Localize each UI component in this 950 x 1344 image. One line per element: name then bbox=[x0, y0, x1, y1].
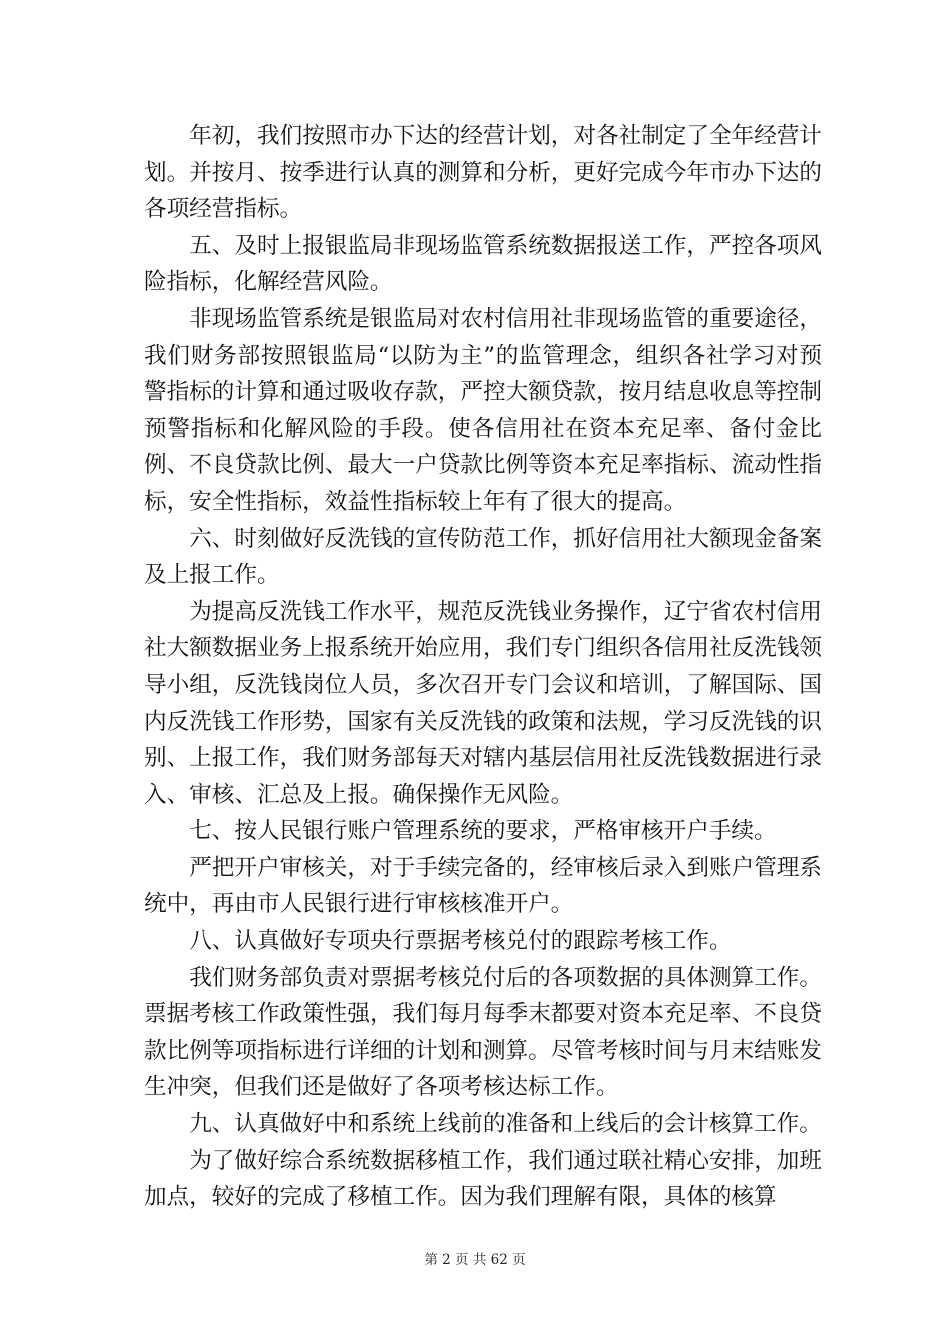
paragraph-data-migration: 为了做好综合系统数据移植工作，我们通过联社精心安排，加班加点，较好的完成了移植工作。因为我们理解有限，具体的核算 bbox=[144, 1147, 822, 1211]
heading-section-9: 九、认真做好中和系统上线前的准备和上线后的会计核算工作。 bbox=[189, 1111, 822, 1138]
paragraph-bill-assessment: 我们财务部负责对票据考核兑付后的各项数据的具体测算工作。票据考核工作政策性强，我们每月每季末都要对资本充足率、不良贷款比例等项指标进行详细的计划和测算。尽管考核时间与月末结账发生冲突，但我们还是做好了各项考核达标工作。 bbox=[144, 964, 822, 1101]
paragraph-account-opening: 严把开户审核关，对于手续完备的，经审核后录入到账户管理系统中，再由市人民银行进行审核核准开户。 bbox=[144, 854, 822, 918]
paragraph-offsite-supervision: 非现场监管系统是银监局对农村信用社非现场监管的重要途径，我们财务部按照银监局“以防为主”的监管理念，组织各社学习对预警指标的计算和通过吸收存款，严控大额贷款，按月结息收息等控制预警指标和化解风险的手段。使各信用社在资本充足率、备付金比例、不良贷款比例、最大一户贷款比例等资本充足率指标、流动性指标，安全性指标，效益性指标较上年有了很大的提高。 bbox=[144, 305, 822, 515]
heading-section-6: 六、时刻做好反洗钱的宣传防范工作，抓好信用社大额现金备案及上报工作。 bbox=[144, 525, 822, 589]
document-body bbox=[144, 118, 822, 1216]
heading-section-5: 五、及时上报银监局非现场监管系统数据报送工作，严控各项风险指标，化解经营风险。 bbox=[144, 232, 822, 296]
page-number-footer: 第 2 页 共 62 页 bbox=[424, 1252, 526, 1268]
heading-section-7: 七、按人民银行账户管理系统的要求，严格审核开户手续。 bbox=[189, 818, 777, 845]
heading-section-8: 八、认真做好专项央行票据考核兑付的跟踪考核工作。 bbox=[189, 928, 732, 955]
paragraph-annual-plan: 年初，我们按照市办下达的经营计划，对各社制定了全年经营计划。并按月、按季进行认真的测算和分析，更好完成今年市办下达的各项经营指标。 bbox=[144, 123, 822, 223]
paragraph-anti-money-laundering: 为提高反洗钱工作水平，规范反洗钱业务操作，辽宁省农村信用社大额数据业务上报系统开始应用，我们专门组织各信用社反洗钱领导小组，反洗钱岗位人员，多次召开专门会议和培训，了解国际、国内反洗钱工作形势，国家有关反洗钱的政策和法规，学习反洗钱的识别、上报工作，我们财务部每天对辖内基层信用社反洗钱数据进行录入、审核、汇总及上报。确保操作无风险。 bbox=[144, 598, 822, 808]
